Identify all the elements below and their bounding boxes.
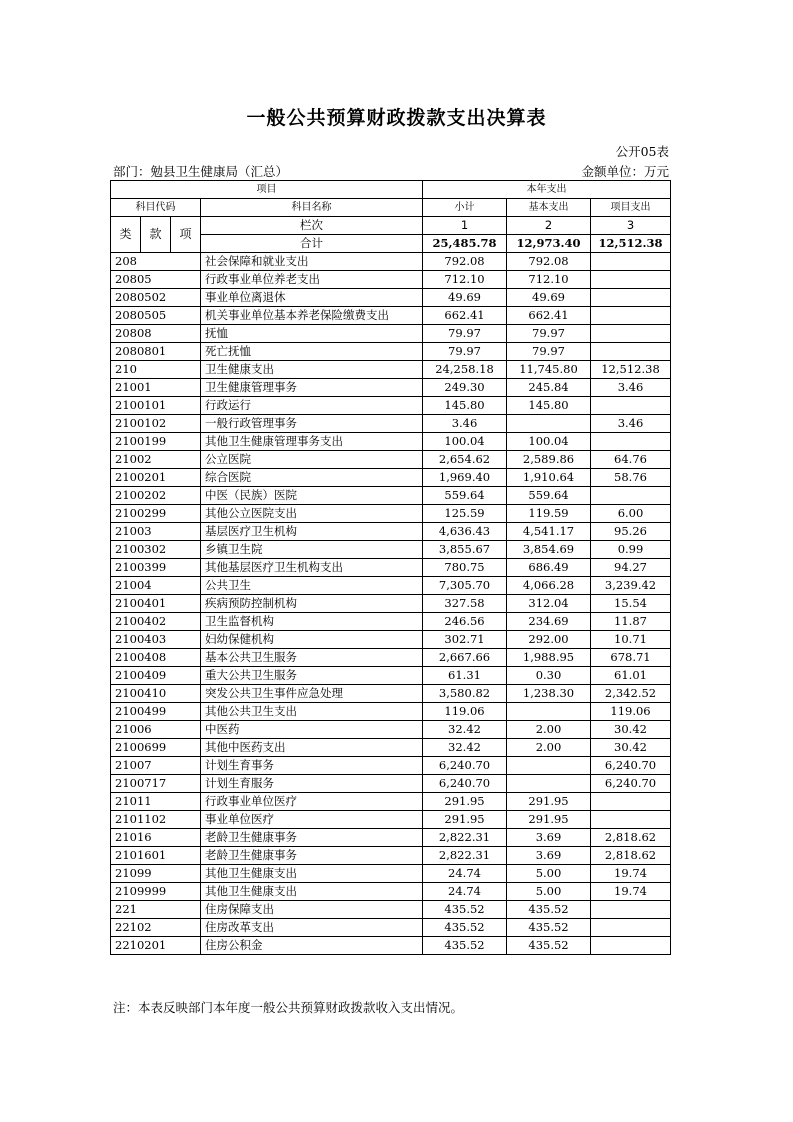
header-code: 科目代码 <box>111 199 201 217</box>
row-basic: 145.80 <box>507 397 591 415</box>
row-name: 公共卫生 <box>201 577 423 595</box>
row-subtotal: 145.80 <box>423 397 507 415</box>
table-row <box>111 631 671 649</box>
row-code: 2210201 <box>111 937 201 955</box>
row-code: 21003 <box>111 523 201 541</box>
row-code: 2080502 <box>111 289 201 307</box>
row-basic: 435.52 <box>507 919 591 937</box>
row-project <box>591 901 671 919</box>
table-row <box>111 919 671 937</box>
row-subtotal: 792.08 <box>423 253 507 271</box>
table-row <box>111 577 671 595</box>
row-project: 15.54 <box>591 595 671 613</box>
row-name: 其他卫生健康支出 <box>201 865 423 883</box>
row-code: 21099 <box>111 865 201 883</box>
row-subtotal: 32.42 <box>423 739 507 757</box>
row-name: 其他中医药支出 <box>201 739 423 757</box>
table-row <box>111 937 671 955</box>
header-row-2 <box>111 199 671 217</box>
row-subtotal: 1,969.40 <box>423 469 507 487</box>
department-label: 部门：勉县卫生健康局（汇总） <box>113 164 289 179</box>
table-row <box>111 307 671 325</box>
row-name: 老龄卫生健康事务 <box>201 829 423 847</box>
row-project: 30.42 <box>591 739 671 757</box>
row-basic <box>507 757 591 775</box>
row-code: 2100299 <box>111 505 201 523</box>
row-project: 19.74 <box>591 883 671 901</box>
row-basic: 11,745.80 <box>507 361 591 379</box>
row-basic: 3.69 <box>507 847 591 865</box>
row-name: 住房保障支出 <box>201 901 423 919</box>
table-row <box>111 811 671 829</box>
row-subtotal: 6,240.70 <box>423 757 507 775</box>
row-name: 事业单位医疗 <box>201 811 423 829</box>
row-code: 21002 <box>111 451 201 469</box>
row-code: 21016 <box>111 829 201 847</box>
row-subtotal: 2,654.62 <box>423 451 507 469</box>
row-basic: 291.95 <box>507 811 591 829</box>
row-code: 2100201 <box>111 469 201 487</box>
row-project: 3.46 <box>591 379 671 397</box>
table-row <box>111 613 671 631</box>
row-code: 2109999 <box>111 883 201 901</box>
header-col3: 3 <box>591 217 671 235</box>
row-name: 公立医院 <box>201 451 423 469</box>
row-basic: 5.00 <box>507 865 591 883</box>
row-basic: 49.69 <box>507 289 591 307</box>
row-basic: 662.41 <box>507 307 591 325</box>
row-project <box>591 487 671 505</box>
row-project: 58.76 <box>591 469 671 487</box>
table-row <box>111 901 671 919</box>
report-title: 一般公共预算财政拨款支出决算表 <box>246 107 547 129</box>
header-kuan: 款 <box>141 217 171 253</box>
total-project: 12,512.38 <box>591 235 671 253</box>
table-row <box>111 451 671 469</box>
row-code: 2100101 <box>111 397 201 415</box>
table-row <box>111 685 671 703</box>
row-basic: 4,541.17 <box>507 523 591 541</box>
table-row <box>111 865 671 883</box>
row-subtotal: 7,305.70 <box>423 577 507 595</box>
row-project: 95.26 <box>591 523 671 541</box>
table-row <box>111 793 671 811</box>
table-row <box>111 847 671 865</box>
row-name: 基层医疗卫生机构 <box>201 523 423 541</box>
row-basic: 1,238.30 <box>507 685 591 703</box>
row-subtotal: 61.31 <box>423 667 507 685</box>
row-project <box>591 271 671 289</box>
row-name: 卫生健康支出 <box>201 361 423 379</box>
row-subtotal: 435.52 <box>423 937 507 955</box>
row-project <box>591 811 671 829</box>
table-row <box>111 757 671 775</box>
row-name: 卫生监督机构 <box>201 613 423 631</box>
row-code: 2100102 <box>111 415 201 433</box>
row-basic: 2.00 <box>507 739 591 757</box>
row-project: 678.71 <box>591 649 671 667</box>
row-code: 2100699 <box>111 739 201 757</box>
row-subtotal: 662.41 <box>423 307 507 325</box>
row-code: 21004 <box>111 577 201 595</box>
row-project: 64.76 <box>591 451 671 469</box>
header-column-index: 栏次 <box>201 217 423 235</box>
table-row <box>111 883 671 901</box>
row-subtotal: 3.46 <box>423 415 507 433</box>
row-name: 其他公共卫生支出 <box>201 703 423 721</box>
row-name: 行政事业单位养老支出 <box>201 271 423 289</box>
row-name: 事业单位离退休 <box>201 289 423 307</box>
row-basic: 79.97 <box>507 343 591 361</box>
row-subtotal: 249.30 <box>423 379 507 397</box>
row-name: 重大公共卫生服务 <box>201 667 423 685</box>
row-name: 行政事业单位医疗 <box>201 793 423 811</box>
row-name: 死亡抚恤 <box>201 343 423 361</box>
row-name: 其他基层医疗卫生机构支出 <box>201 559 423 577</box>
row-code: 2100717 <box>111 775 201 793</box>
row-basic: 1,988.95 <box>507 649 591 667</box>
row-subtotal: 3,580.82 <box>423 685 507 703</box>
row-basic: 3,854.69 <box>507 541 591 559</box>
row-subtotal: 246.56 <box>423 613 507 631</box>
row-name: 中医药 <box>201 721 423 739</box>
footnote: 注：本表反映部门本年度一般公共预算财政拨款收入支出情况。 <box>113 1000 464 1015</box>
row-project <box>591 433 671 451</box>
row-project: 6.00 <box>591 505 671 523</box>
table-row <box>111 289 671 307</box>
table-row <box>111 469 671 487</box>
row-subtotal: 291.95 <box>423 811 507 829</box>
row-name: 其他卫生健康支出 <box>201 883 423 901</box>
row-code: 2100402 <box>111 613 201 631</box>
table-row <box>111 523 671 541</box>
row-project: 2,818.62 <box>591 829 671 847</box>
row-basic: 435.52 <box>507 901 591 919</box>
row-code: 2100199 <box>111 433 201 451</box>
table-row <box>111 325 671 343</box>
table-row <box>111 541 671 559</box>
table-row <box>111 253 671 271</box>
row-basic <box>507 415 591 433</box>
row-code: 2100399 <box>111 559 201 577</box>
row-basic <box>507 775 591 793</box>
row-name: 其他公立医院支出 <box>201 505 423 523</box>
row-code: 208 <box>111 253 201 271</box>
row-code: 2100499 <box>111 703 201 721</box>
row-basic: 312.04 <box>507 595 591 613</box>
total-label: 合计 <box>201 235 423 253</box>
header-row-1 <box>111 181 671 199</box>
row-code: 2101601 <box>111 847 201 865</box>
row-project: 3,239.42 <box>591 577 671 595</box>
header-lei: 类 <box>111 217 141 253</box>
row-basic: 686.49 <box>507 559 591 577</box>
row-name: 机关事业单位基本养老保险缴费支出 <box>201 307 423 325</box>
header-name: 科目名称 <box>201 199 423 217</box>
row-code: 21001 <box>111 379 201 397</box>
row-subtotal: 435.52 <box>423 901 507 919</box>
row-code: 2100410 <box>111 685 201 703</box>
row-basic: 291.95 <box>507 793 591 811</box>
table-row <box>111 649 671 667</box>
row-name: 一般行政管理事务 <box>201 415 423 433</box>
row-project: 2,818.62 <box>591 847 671 865</box>
row-project: 3.46 <box>591 415 671 433</box>
row-basic: 119.59 <box>507 505 591 523</box>
row-code: 21007 <box>111 757 201 775</box>
row-subtotal: 49.69 <box>423 289 507 307</box>
table-row <box>111 343 671 361</box>
row-basic: 1,910.64 <box>507 469 591 487</box>
row-code: 22102 <box>111 919 201 937</box>
row-subtotal: 327.58 <box>423 595 507 613</box>
row-basic: 79.97 <box>507 325 591 343</box>
row-project: 94.27 <box>591 559 671 577</box>
header-xiang: 项 <box>171 217 201 253</box>
row-basic: 245.84 <box>507 379 591 397</box>
table-row <box>111 721 671 739</box>
row-subtotal: 125.59 <box>423 505 507 523</box>
row-subtotal: 32.42 <box>423 721 507 739</box>
table-row <box>111 271 671 289</box>
row-code: 21011 <box>111 793 201 811</box>
row-basic: 5.00 <box>507 883 591 901</box>
row-basic: 435.52 <box>507 937 591 955</box>
row-subtotal: 435.52 <box>423 919 507 937</box>
row-project <box>591 325 671 343</box>
row-code: 2101102 <box>111 811 201 829</box>
row-code: 2100409 <box>111 667 201 685</box>
row-subtotal: 24,258.18 <box>423 361 507 379</box>
row-project: 6,240.70 <box>591 757 671 775</box>
row-project: 11.87 <box>591 613 671 631</box>
row-code: 2100408 <box>111 649 201 667</box>
table-row <box>111 595 671 613</box>
row-subtotal: 79.97 <box>423 325 507 343</box>
row-basic: 234.69 <box>507 613 591 631</box>
row-project: 0.99 <box>591 541 671 559</box>
table-row <box>111 379 671 397</box>
row-project <box>591 307 671 325</box>
total-subtotal: 25,485.78 <box>423 235 507 253</box>
row-subtotal: 3,855.67 <box>423 541 507 559</box>
row-name: 妇幼保健机构 <box>201 631 423 649</box>
row-subtotal: 2,822.31 <box>423 829 507 847</box>
table-row <box>111 667 671 685</box>
table-row <box>111 433 671 451</box>
row-subtotal: 2,667.66 <box>423 649 507 667</box>
table-row <box>111 559 671 577</box>
row-code: 2080801 <box>111 343 201 361</box>
row-project: 30.42 <box>591 721 671 739</box>
row-project: 119.06 <box>591 703 671 721</box>
row-name: 其他卫生健康管理事务支出 <box>201 433 423 451</box>
row-code: 221 <box>111 901 201 919</box>
row-name: 老龄卫生健康事务 <box>201 847 423 865</box>
row-project: 6,240.70 <box>591 775 671 793</box>
row-code: 2100403 <box>111 631 201 649</box>
row-project: 2,342.52 <box>591 685 671 703</box>
row-basic: 2,589.86 <box>507 451 591 469</box>
row-name: 行政运行 <box>201 397 423 415</box>
table-row <box>111 415 671 433</box>
row-basic: 2.00 <box>507 721 591 739</box>
row-name: 基本公共卫生服务 <box>201 649 423 667</box>
row-project: 10.71 <box>591 631 671 649</box>
table-row <box>111 397 671 415</box>
header-col2: 2 <box>507 217 591 235</box>
row-code: 210 <box>111 361 201 379</box>
table-row <box>111 505 671 523</box>
row-project <box>591 253 671 271</box>
row-code: 2100401 <box>111 595 201 613</box>
header-subtotal: 小计 <box>423 199 507 217</box>
row-name: 卫生健康管理事务 <box>201 379 423 397</box>
row-subtotal: 6,240.70 <box>423 775 507 793</box>
row-project <box>591 343 671 361</box>
row-basic: 100.04 <box>507 433 591 451</box>
row-name: 住房改革支出 <box>201 919 423 937</box>
expenditure-table <box>110 180 671 955</box>
row-subtotal: 2,822.31 <box>423 847 507 865</box>
row-code: 21006 <box>111 721 201 739</box>
row-subtotal: 780.75 <box>423 559 507 577</box>
row-subtotal: 291.95 <box>423 793 507 811</box>
row-subtotal: 302.71 <box>423 631 507 649</box>
row-subtotal: 712.10 <box>423 271 507 289</box>
row-name: 计划生育服务 <box>201 775 423 793</box>
row-subtotal: 4,636.43 <box>423 523 507 541</box>
row-project <box>591 397 671 415</box>
header-row-3 <box>111 217 671 235</box>
header-col1: 1 <box>423 217 507 235</box>
row-basic: 3.69 <box>507 829 591 847</box>
row-project <box>591 289 671 307</box>
header-current-year: 本年支出 <box>423 181 671 199</box>
row-basic: 712.10 <box>507 271 591 289</box>
row-project: 12,512.38 <box>591 361 671 379</box>
row-subtotal: 24.74 <box>423 883 507 901</box>
row-code: 2100302 <box>111 541 201 559</box>
row-project: 61.01 <box>591 667 671 685</box>
total-basic: 12,973.40 <box>507 235 591 253</box>
row-subtotal: 100.04 <box>423 433 507 451</box>
row-basic: 292.00 <box>507 631 591 649</box>
table-row <box>111 703 671 721</box>
row-code: 20805 <box>111 271 201 289</box>
row-basic: 4,066.28 <box>507 577 591 595</box>
row-subtotal: 79.97 <box>423 343 507 361</box>
row-basic: 792.08 <box>507 253 591 271</box>
header-item: 项目 <box>111 181 423 199</box>
row-name: 社会保障和就业支出 <box>201 253 423 271</box>
row-project: 19.74 <box>591 865 671 883</box>
row-code: 2100202 <box>111 487 201 505</box>
row-name: 综合医院 <box>201 469 423 487</box>
row-name: 突发公共卫生事件应急处理 <box>201 685 423 703</box>
row-name: 中医（民族）医院 <box>201 487 423 505</box>
row-subtotal: 559.64 <box>423 487 507 505</box>
row-name: 乡镇卫生院 <box>201 541 423 559</box>
form-number: 公开05表 <box>615 144 669 159</box>
header-project: 项目支出 <box>591 199 671 217</box>
header-basic: 基本支出 <box>507 199 591 217</box>
table-row <box>111 361 671 379</box>
row-basic: 0.30 <box>507 667 591 685</box>
row-name: 疾病预防控制机构 <box>201 595 423 613</box>
row-project <box>591 793 671 811</box>
table-row <box>111 739 671 757</box>
row-code: 2080505 <box>111 307 201 325</box>
row-code: 20808 <box>111 325 201 343</box>
row-basic: 559.64 <box>507 487 591 505</box>
amount-unit-label: 金额单位：万元 <box>581 164 669 179</box>
table-row <box>111 487 671 505</box>
table-row <box>111 829 671 847</box>
row-basic <box>507 703 591 721</box>
row-subtotal: 119.06 <box>423 703 507 721</box>
row-project <box>591 919 671 937</box>
row-name: 抚恤 <box>201 325 423 343</box>
row-name: 住房公积金 <box>201 937 423 955</box>
table-row <box>111 775 671 793</box>
row-project <box>591 937 671 955</box>
row-subtotal: 24.74 <box>423 865 507 883</box>
row-name: 计划生育事务 <box>201 757 423 775</box>
